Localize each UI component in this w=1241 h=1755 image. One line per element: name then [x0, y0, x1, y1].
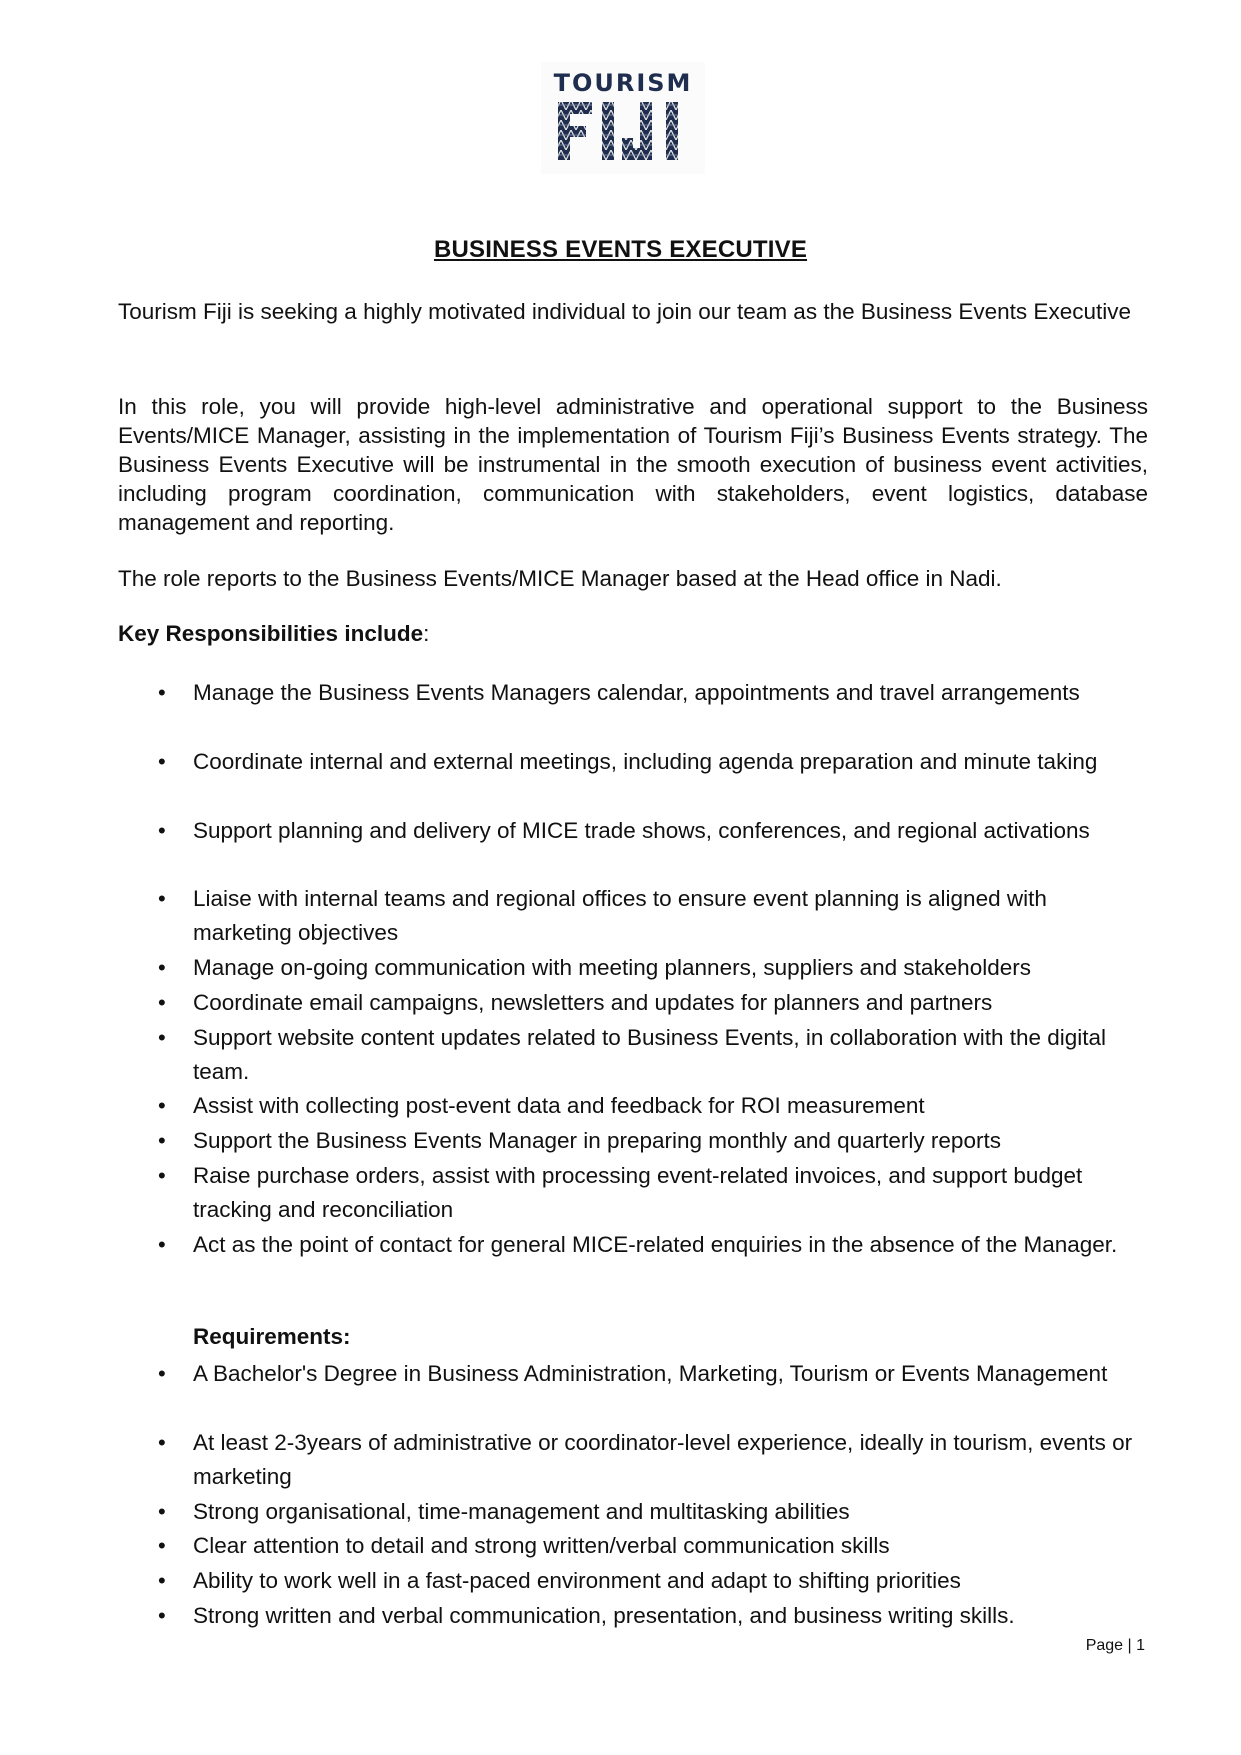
bullet-icon: •: [158, 1232, 166, 1257]
list-item: Raise purchase orders, assist with processing event-related invoices, and support budget tracking and reconciliation: [193, 1163, 1083, 1222]
bullet-icon: •: [158, 1533, 166, 1558]
bullet-icon: •: [158, 749, 166, 774]
bullet-icon: •: [158, 1361, 166, 1386]
list-item: Strong organisational, time-management and multitasking abilities: [193, 1499, 850, 1524]
bullet-icon: •: [158, 886, 166, 911]
responsibilities-heading-colon: :: [423, 621, 430, 646]
bullet-icon: •: [158, 818, 166, 843]
responsibilities-heading-text: Key Responsibilities include: [118, 621, 424, 646]
reporting-paragraph: The role reports to the Business Events/MICE Manager based at the Head office in Nadi.: [118, 566, 1002, 591]
bullet-icon: •: [158, 1430, 166, 1455]
list-item: Support the Business Events Manager in preparing monthly and quarterly reports: [193, 1128, 1001, 1153]
role-description-paragraph: In this role, you will provide high-level administrative and operational support to the Business Events/MICE Manager, assisting in the implementation of Tourism Fiji’s Business Events strategy. The Business Events Executive will be instrumental in the smooth execution of business event activities, including program coordination, communication with stakeholders, event logistics, database management and reporting.: [118, 394, 1148, 535]
bullet-icon: •: [158, 1603, 166, 1628]
list-item: Manage the Business Events Managers calendar, appointments and travel arrangements: [193, 680, 1080, 705]
bullet-icon: •: [158, 955, 166, 980]
bullet-icon: •: [158, 680, 166, 705]
list-item: Support website content updates related to Business Events, in collaboration with the digital team.: [193, 1025, 1107, 1084]
bullet-icon: •: [158, 1025, 166, 1050]
bullet-icon: •: [158, 990, 166, 1015]
page-title: BUSINESS EVENTS EXECUTIVE: [433, 236, 808, 263]
logo-fiji-wordmark: [556, 100, 690, 162]
tourism-fiji-logo: [541, 62, 705, 174]
list-item: Support planning and delivery of MICE trade shows, conferences, and regional activations: [193, 818, 1090, 843]
bullet-icon: •: [158, 1568, 166, 1593]
bullet-icon: •: [158, 1093, 166, 1118]
list-item: Manage on-going communication with meeting planners, suppliers and stakeholders: [193, 955, 1031, 980]
list-item: Liaise with internal teams and regional offices to ensure event planning is aligned with marketing objectives: [193, 886, 1047, 945]
bullet-icon: •: [158, 1128, 166, 1153]
list-item: Assist with collecting post-event data and feedback for ROI measurement: [193, 1093, 925, 1118]
bullet-icon: •: [158, 1163, 166, 1188]
list-item: Strong written and verbal communication, presentation, and business writing skills.: [193, 1603, 1015, 1628]
logo-top-text: TOURISM: [553, 69, 693, 97]
list-item: Ability to work well in a fast-paced environment and adapt to shifting priorities: [193, 1568, 961, 1593]
bullet-icon: •: [158, 1499, 166, 1524]
list-item: Act as the point of contact for general MICE-related enquiries in the absence of the Manager.: [193, 1232, 1118, 1257]
responsibilities-heading: [118, 619, 1148, 648]
list-item: At least 2-3years of administrative or coordinator-level experience, ideally in tourism, events or marketing: [193, 1430, 1133, 1489]
list-item: Coordinate email campaigns, newsletters and updates for planners and partners: [193, 990, 993, 1015]
list-item: Clear attention to detail and strong written/verbal communication skills: [193, 1533, 890, 1558]
list-item: Coordinate internal and external meetings, including agenda preparation and minute taking: [193, 749, 1098, 774]
intro-paragraph: Tourism Fiji is seeking a highly motivated individual to join our team as the Business Events Executive: [118, 299, 1131, 324]
page-number: Page | 1: [1085, 1637, 1145, 1654]
requirements-heading: Requirements:: [193, 1324, 351, 1349]
list-item: A Bachelor's Degree in Business Administration, Marketing, Tourism or Events Management: [193, 1361, 1108, 1386]
